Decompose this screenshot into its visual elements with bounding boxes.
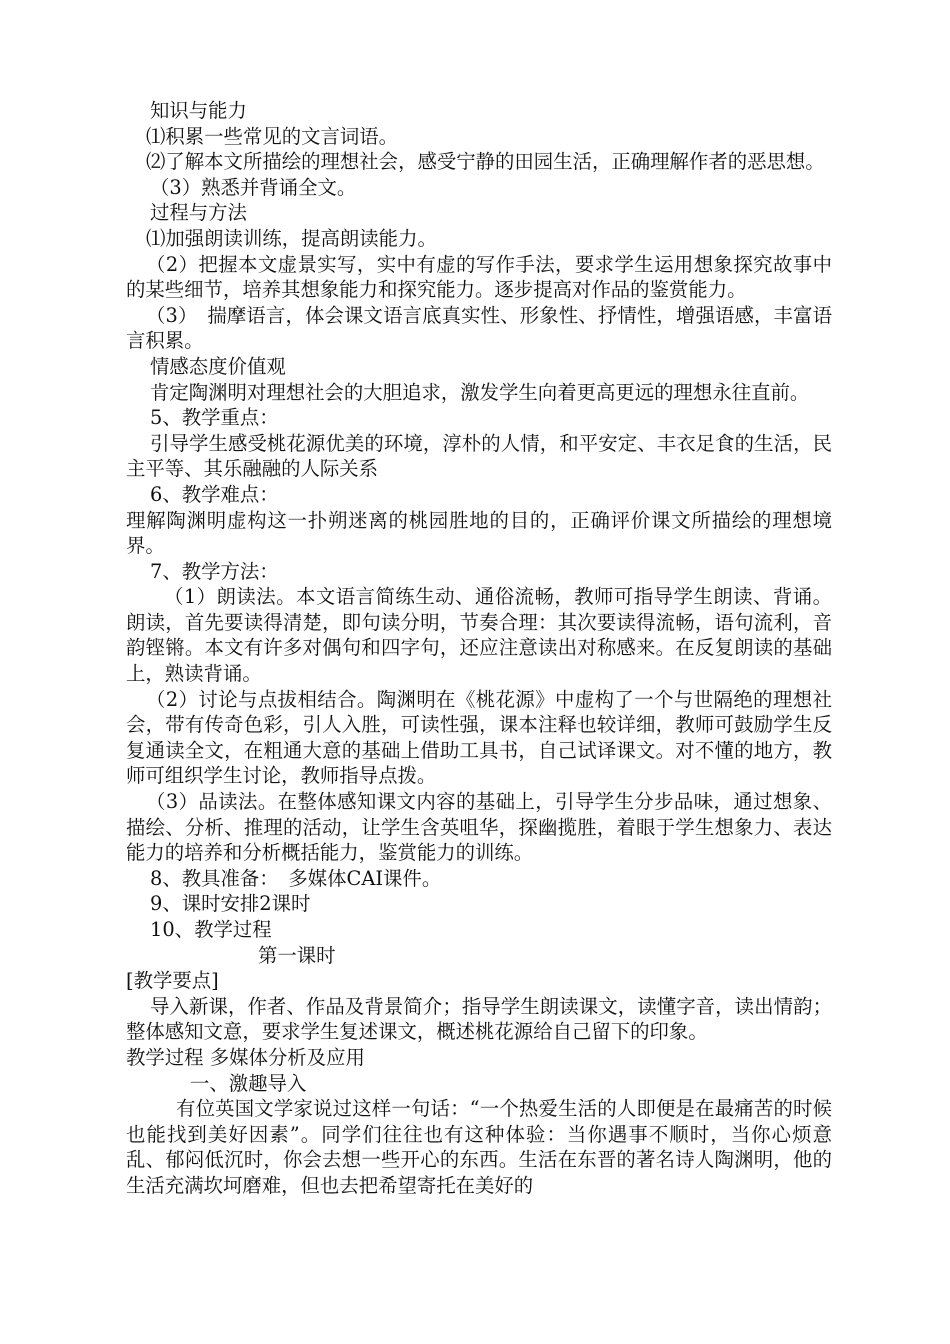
heading-teaching-methods: 7、教学方法： bbox=[150, 559, 279, 583]
difficulties-paragraph: 理解陶渊明虚构这一扑朔迷离的桃园胜地的目的，正确评价课文所描绘的理想境界。 bbox=[126, 508, 832, 558]
heading-key-points: 5、教学重点： bbox=[150, 406, 279, 430]
heading-difficulties: 6、教学难点： bbox=[150, 482, 279, 506]
method-item-1: ⑴加强朗读训练，提高朗读能力。 bbox=[146, 226, 437, 250]
heading-teaching-process: 10、教学过程 bbox=[150, 918, 272, 941]
process-multimedia-line: 教学过程 多媒体分析及应用 bbox=[126, 1045, 365, 1069]
heading-emotion-values: 情感态度价值观 bbox=[150, 354, 286, 378]
intro-paragraph: 有位英国文学家说过这样一句话：“一个热爱生活的人即便是在最痛苦的时候也能找到美好因素”。同学们往往也有这种体验：当你遇事不顺时，当你心烦意乱、郁闷低沉时，你会去想一些开心的东西。生活在东晋的著名诗人陶渊明，他的生活充满坎坷磨难，但也去把希望寄托在美好的 bbox=[126, 1097, 832, 1197]
section-intro-heading: 一、激趣导入 bbox=[190, 1071, 307, 1095]
teaching-aids: 8、教具准备： 多媒体CAI课件。 bbox=[150, 866, 442, 890]
method-item-2: （2）把握本文虚景实写，实中有虚的写作手法，要求学生运用想象探究故事中的某些细节，培养其想象能力和探究能力。逐步提高对作品的鉴赏能力。 bbox=[126, 252, 832, 302]
heading-process-method: 过程与方法 bbox=[150, 201, 247, 225]
objective-item-2: ⑵了解本文所描绘的理想社会，感受宁静的田园生活，正确理解作者的恶思想。 bbox=[146, 150, 825, 174]
first-lesson-title: 第一课时 bbox=[258, 943, 336, 967]
heading-knowledge-ability: 知识与能力 bbox=[150, 99, 247, 122]
key-points-paragraph: 引导学生感受桃花源优美的环境，淳朴的人情，和平安定、丰衣足食的生活，民主平等、其乐融融的人际关系 bbox=[126, 431, 832, 481]
objective-item-3: （3）熟悉并背诵全文。 bbox=[150, 175, 357, 199]
objective-item-1: ⑴积累一些常见的文言词语。 bbox=[146, 124, 399, 148]
method-item-3: （3） 揣摩语言，体会课文语言底真实性、形象性、抒情性，增强语感，丰富语言积累。 bbox=[126, 303, 832, 353]
teaching-method-reading: （1）朗读法。本文语言简练生动、通俗流畅，教师可指导学生朗读、背诵。朗读，首先要读得清楚，即句读分明，节奏合理：其次要读得流畅，语句流利，音韵铿锵。本文有许多对偶句和四字句，还应注意读出对称感来。在反复朗读的基础上，熟读背诵。 bbox=[126, 585, 832, 686]
emotion-paragraph: 肯定陶渊明对理想社会的大胆追求，激发学生向着更高更远的理想永往直前。 bbox=[150, 380, 810, 404]
teaching-method-appreciation: （3）品读法。在整体感知课文内容的基础上，引导学生分步品味，通过想象、描绘、分析、推理的活动，让学生含英咀华，探幽揽胜，着眼于学生想象力、表达能力的培养和分析概括能力，鉴赏能力的训练。 bbox=[126, 790, 832, 865]
document-body bbox=[126, 98, 832, 1199]
class-schedule: 9、课时安排2课时 bbox=[150, 892, 311, 916]
teaching-method-discussion: （2）讨论与点拔相结合。陶渊明在《桃花源》中虚构了一个与世隔绝的理想社会，带有传奇色彩，引人入胜，可读性强，课本注释也较详细，教师可鼓励学生反复通读全文，在粗通大意的基础上借助工具书，自己试译课文。对不懂的地方，教师可组织学生讨论，教师指导点拨。 bbox=[126, 687, 832, 788]
teaching-essentials-paragraph: 导入新课，作者、作品及背景简介；指导学生朗读课文，读懂字音，读出情韵；整体感知文意，要求学生复述课文，概述桃花源给自己留下的印象。 bbox=[126, 994, 832, 1044]
teaching-essentials-heading: [教学要点] bbox=[126, 969, 219, 993]
